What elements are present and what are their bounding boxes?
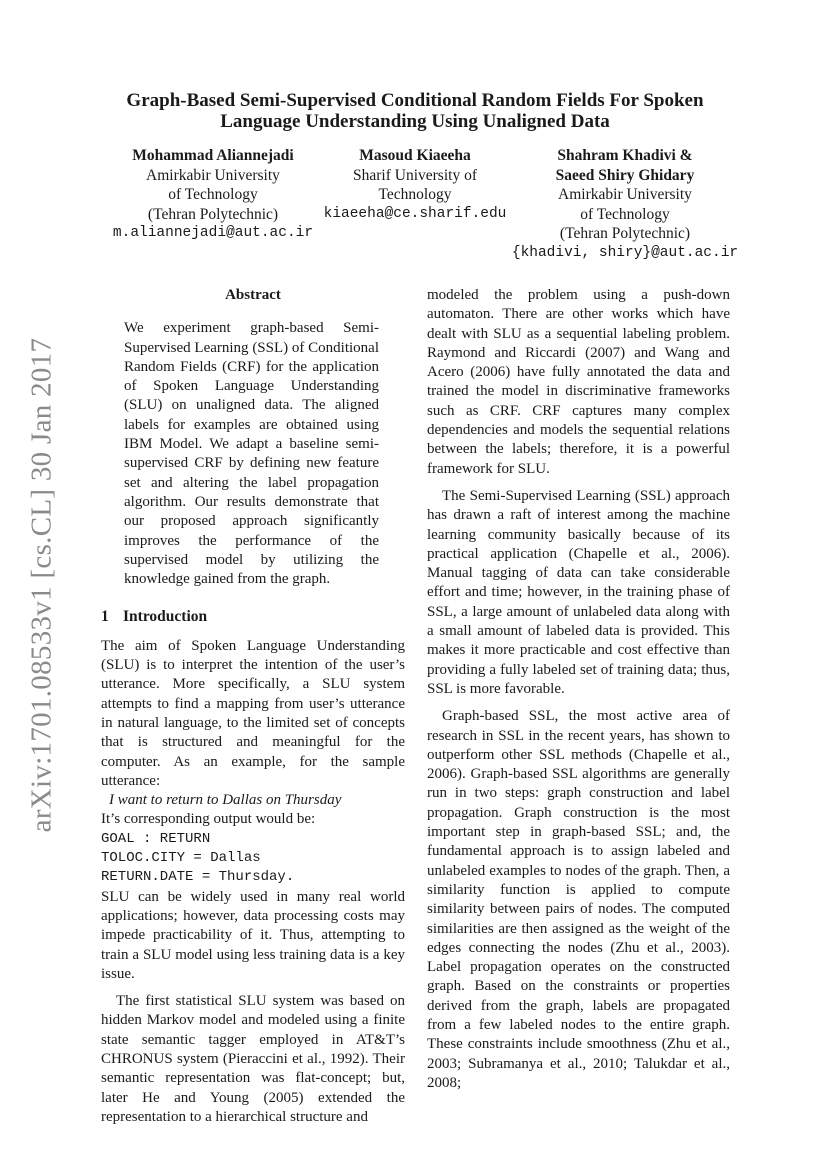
author-name: Shahram Khadivi & [557, 147, 693, 164]
abstract-heading: Abstract [225, 287, 281, 303]
author-name: Saeed Shiry Ghidary [555, 166, 695, 184]
author-name: Masoud Kiaeeha [359, 147, 471, 164]
right-column [427, 286, 730, 1093]
title-line-2: Language Understanding Using Unaligned Data [220, 111, 610, 132]
arxiv-id: arXiv:1701.08533v1 [cs.CL] 30 Jan 2017 [25, 337, 58, 833]
section-number: 1 [101, 608, 109, 626]
code-line: GOAL : RETURN [101, 830, 211, 847]
author-affiliation: (Tehran Polytechnic) [559, 225, 691, 243]
title-line-1: Graph-Based Semi-Supervised Conditional Random Fields For Spoken [126, 90, 704, 111]
author-affiliation: of Technology [580, 205, 670, 223]
author-email: m.aliannejadi@aut.ac.ir [112, 225, 314, 242]
right-paragraph-2: The Semi-Supervised Learning (SSL) approach has drawn a raft of interest among the machine learning community basically because of its practical application (Chapelle et al., 2006). Manual tagging of data can take considerable effort and time; however, in the training phase of SSL, a large amount of unlabeled data along with a small amount of labeled data is provided. This makes it more practicable and cost effective than providing a fully labeled set of training data; thus, SSL is more favorable. [427, 487, 730, 697]
author-affiliation: Amirkabir University [558, 186, 692, 204]
author-affiliation: Technology [378, 186, 452, 204]
code-line: RETURN.DATE = Thursday. [101, 869, 295, 886]
arxiv-sidebar-stamp [22, 337, 62, 833]
right-paragraph-1: modeled the problem using a push-down automaton. There are other works which have dealt with SLU as a sequential labeling problem. Raymond and Riccardi (2007) and Wang and Acero (2006) have fully annotated the data and trained the model in discriminative frameworks such as CRF. CRF captures many complex dependencies and models the sequential relations between the labels; therefore, it is a powerful framework for SLU. [427, 287, 730, 477]
right-paragraph-3: Graph-based SSL, the most active area of research in SSL in the recent years, has shown to outperform other SSL methods (Chapelle et al., 2006). Graph-based SSL algorithms are generally run in two steps: graph construction and label propagation. Graph construction is the most important step in graph-based SSL; and, the fundamental approach is to assign labeled and unlabeled examples to nodes of the graph. Then, a similarity function is applied to compute similarity between pairs of nodes. The computed similarities are then assigned as the weight of the edges connecting the nodes (Zhu et al., 2003). Label propagation operates on the constructed graph. Based on the constraints or properties derived from the graph, labels are propagated from a few labeled nodes to the entire graph. These constraints include smoothness (Zhu et al., 2003; Subramanya et al., 2010; Talukdar et al., 2008; [427, 708, 730, 1091]
paper-title [100, 90, 730, 132]
author-name: Mohammad Aliannejadi [132, 147, 294, 164]
intro-paragraph-3: The first statistical SLU system was based on hidden Markov model and modeled using a finite state semantic tagger employed in AT&T’s CHRONUS system (Pieraccini et al., 1992). Their semantic representation was flat-concept; but, later He and Young (2005) extended the representation to a hierarchical structure and [101, 993, 405, 1125]
code-line: TOLOC.CITY = Dallas [101, 850, 261, 867]
output-intro: It’s corresponding output would be: [101, 811, 316, 828]
example-utterance: I want to return to Dallas on Thursday [109, 792, 342, 809]
author-affiliation: of Technology [168, 186, 258, 204]
author-block-3 [490, 146, 760, 264]
author-affiliation: Amirkabir University [146, 166, 280, 184]
author-email: kiaeeha@ce.sharif.edu [323, 205, 507, 222]
intro-paragraph-2: SLU can be widely used in many real world applications; however, data processing costs may impede practicability of it. Thus, attempting to train a SLU model using less training data is a key issue. [101, 888, 405, 982]
author-email: {khadivi, shiry}@aut.ac.ir [511, 244, 739, 261]
section-heading-introduction [101, 607, 405, 626]
abstract-text: We experiment graph-based Semi-Supervised Learning (SSL) of Conditional Random Fields (CRF) for the application of Spoken Language Understanding (SLU) on unaligned data. The aligned labels for examples are obtained using IBM Model. We adapt a baseline semi-supervised CRF by defining new feature set and altering the label propagation algorithm. Our results demonstrate that our proposed approach significantly improves the performance of the supervised model by utilizing the knowledge gained from the graph. [124, 320, 379, 588]
left-column [101, 286, 405, 1127]
section-title: Introduction [123, 608, 208, 626]
author-affiliation: Sharif University of [353, 166, 477, 184]
author-affiliation: (Tehran Polytechnic) [147, 205, 279, 223]
intro-paragraph-1: The aim of Spoken Language Understanding (SLU) is to interpret the intention of the user’s utterance. More specifically, a SLU system attempts to find a mapping from user’s utterance in natural language, to the limited set of concepts that is structured and meaningful for the computer. As an example, for the sample utterance: [101, 637, 405, 789]
